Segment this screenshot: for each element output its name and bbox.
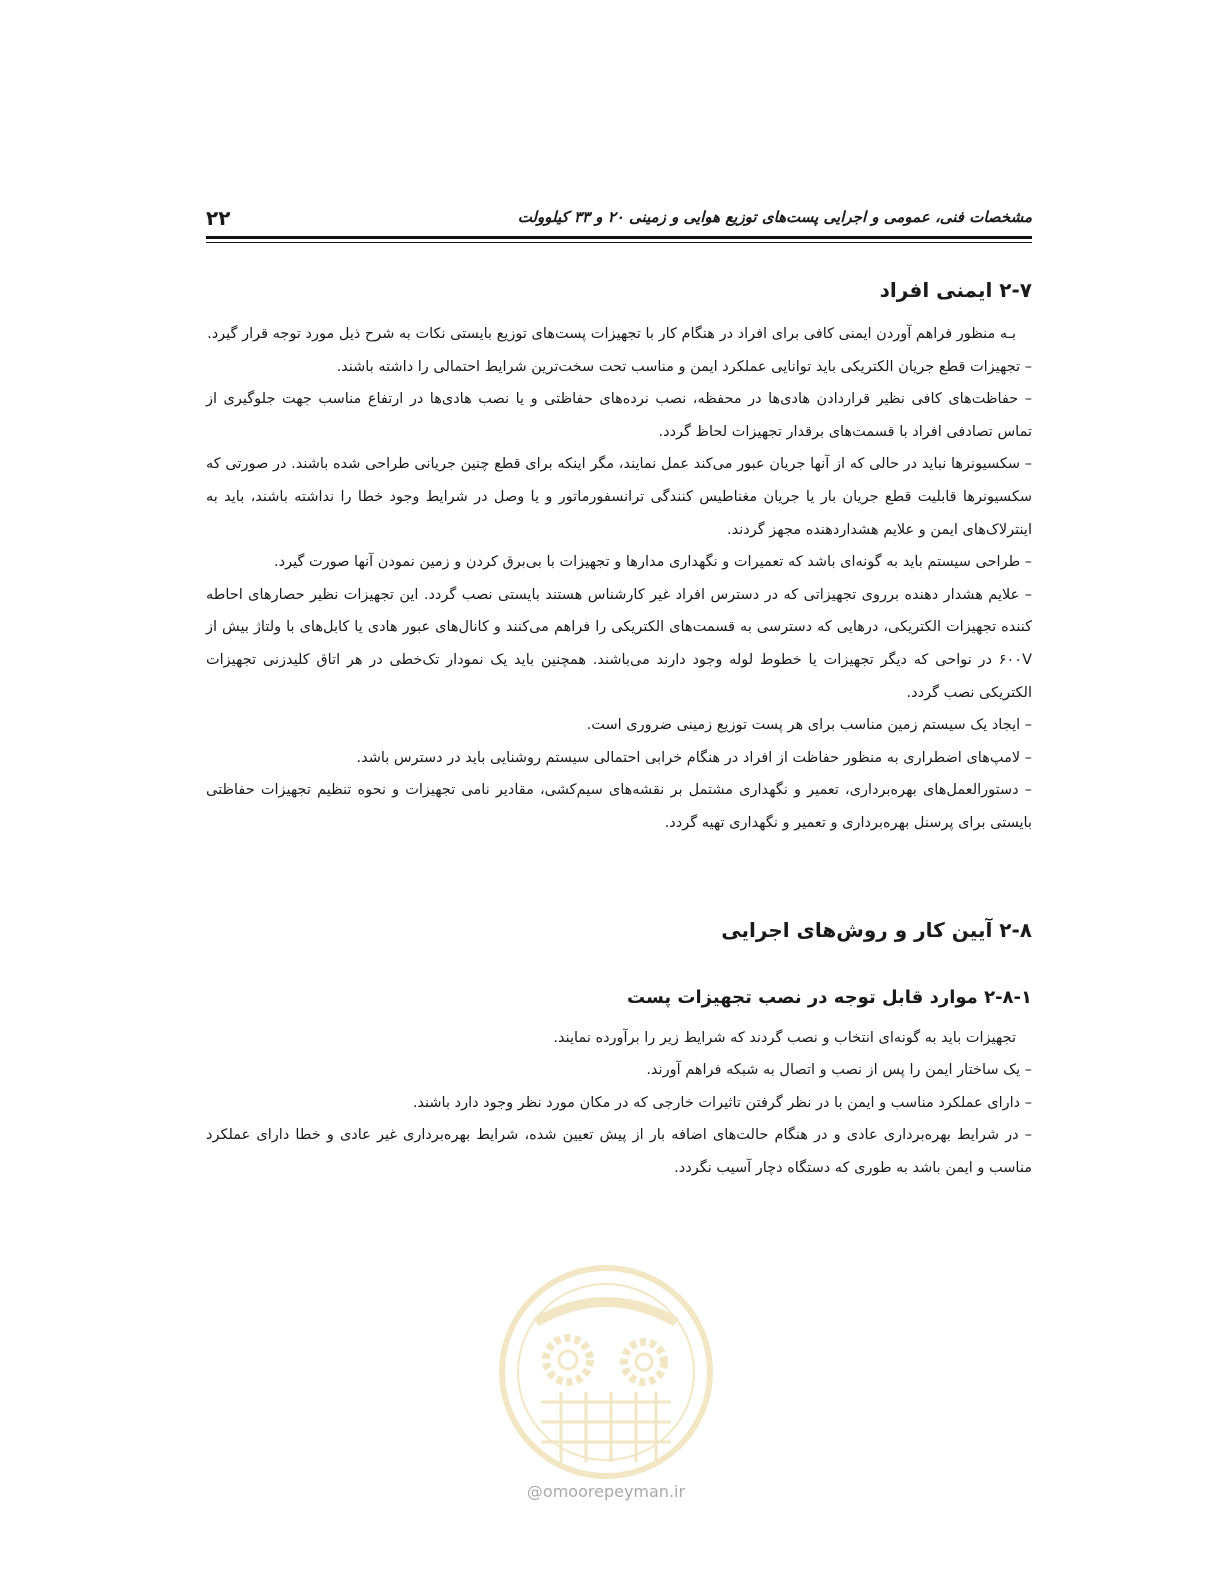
bullet-item: – علایم هشدار دهنده برروی تجهیزاتی که در دسترس افراد غیر کارشناس هستند بایستی نصب گردد. این تجهیزات نظیر حصارهای احاطه کننده تجهیزات الکتریکی، درهایی که دسترسی به قسمت‌های الکتریکی را فراهم می‌کنند و کانال‌های عبور هادی یا کابل‌های با ولتاژ بیش از ۶۰۰V در نواحی که دیگر تجهیزات یا خطوط لوله وجود دارند می‌باشند. همچنین باید یک نمودار تک‌خطی در هر اتاق کلیدزنی تجهیزات الکتریکی نصب گردد. (206, 586, 1032, 701)
watermark-url: @omoorepeyman.ir (526, 1482, 686, 1501)
bullet-item: – حفاظت‌های کافی نظیر قراردادن هادی‌ها در محفظه، نصب نرده‌های حفاظتی و یا نصب هادی‌ها در ارتفاع مناسب جهت جلوگیری از تماس تصادفی افراد با قسمت‌های برقدار تجهیزات لحاظ گردد. (206, 391, 1032, 440)
section-spacer (206, 840, 1032, 910)
page-number: ۲۲ (206, 206, 231, 230)
subsection-heading-2-8-1: ۲-۸-۱ موارد قابل توجه در نصب تجهیزات پست (627, 986, 1032, 1008)
section-heading-2-8: ۲-۸ آیین کار و روش‌های اجرایی (721, 917, 1032, 942)
bullet-item: – ایجاد یک سیستم زمین مناسب برای هر پست توزیع زمینی ضروری است. (586, 717, 1032, 734)
header-rule-thick (206, 236, 1032, 239)
section-heading-2-7: ۲-۷ ایمنی افراد (879, 278, 1032, 302)
bullet-item: – دارای عملکرد مناسب و ایمن با در نظر گرفتن تاثیرات خارجی که در مکان مورد نظر وجود دارد باشند. (412, 1094, 1032, 1111)
bullet-item: – سکسیونرها نباید در حالی که از آنها جریان عبور می‌کند عمل نمایند، مگر اینکه برای قطع چنین جریانی طراحی شده باشند. در صورتی که سکسیونرها قابلیت قطع جریان بار یا جریان مغناطیس کنندگی ترانسفورماتور و یا وصل در شرایط وجود خطا را نداشته باشند، باید به اینترلاک‌های ایمن و علایم هشداردهنده مجهز گردند. (206, 456, 1032, 538)
section-2-7-intro: بـه منظور فراهم آوردن ایمنی کافی برای افراد در هنگام کار با تجهیزات پست‌های توزیع بایستی نکات به شرح ذیل مورد توجه قرار گیرد. (207, 326, 1016, 342)
bullet-item: – تجهیزات قطع جریان الکتریکی باید توانایی عملکرد ایمن و مناسب تحت سخت‌ترین شرایط احتمالی را داشته باشند. (336, 358, 1032, 375)
watermark-seal-icon (496, 1262, 716, 1482)
page-body (206, 270, 1032, 1184)
bullet-item: – لامپ‌های اضطراری به منظور حفاظت از افراد در هنگام خرابی احتمالی سیستم روشنایی باید در دسترس باشد. (356, 749, 1032, 766)
bullet-item: – یک ساختار ایمن را پس از نصب و اتصال به شبکه فراهم آورند. (646, 1062, 1032, 1079)
bullet-item: – دستورالعمل‌های بهره‌برداری، تعمیر و نگهداری مشتمل بر نقشه‌های سیم‌کشی، مقادیر نامی تجهیزات و نحوه تنظیم تجهیزات حفاظتی بایستی برای پرسنل بهره‌برداری و تعمیر و نگهداری تهیه گردد. (206, 782, 1032, 831)
bullet-item: – در شرایط بهره‌برداری عادی و در هنگام حالت‌های اضافه بار از پیش تعیین شده، شرایط بهره‌برداری غیر عادی و خطا دارای عملکرد مناسب و ایمن باشد به طوری که دستگاه دچار آسیب نگردد. (206, 1127, 1032, 1176)
subsection-2-8-1-intro: تجهیزات باید به گونه‌ای انتخاب و نصب گردند که شرایط زیر را برآورده نمایند. (553, 1029, 1016, 1046)
header-rule-thin (206, 242, 1032, 243)
running-header (206, 206, 1032, 242)
running-title: مشخصات فنی، عمومی و اجرایی پست‌های توزیع هوایی و زمینی ۲۰ و ۳۳ کیلوولت (517, 208, 1032, 226)
bullet-item: – طراحی سیستم باید به گونه‌ای باشد که تعمیرات و نگهداری مدارها و تجهیزات با بی‌برق کردن و زمین نمودن آنها صورت گیرد. (274, 554, 1032, 571)
